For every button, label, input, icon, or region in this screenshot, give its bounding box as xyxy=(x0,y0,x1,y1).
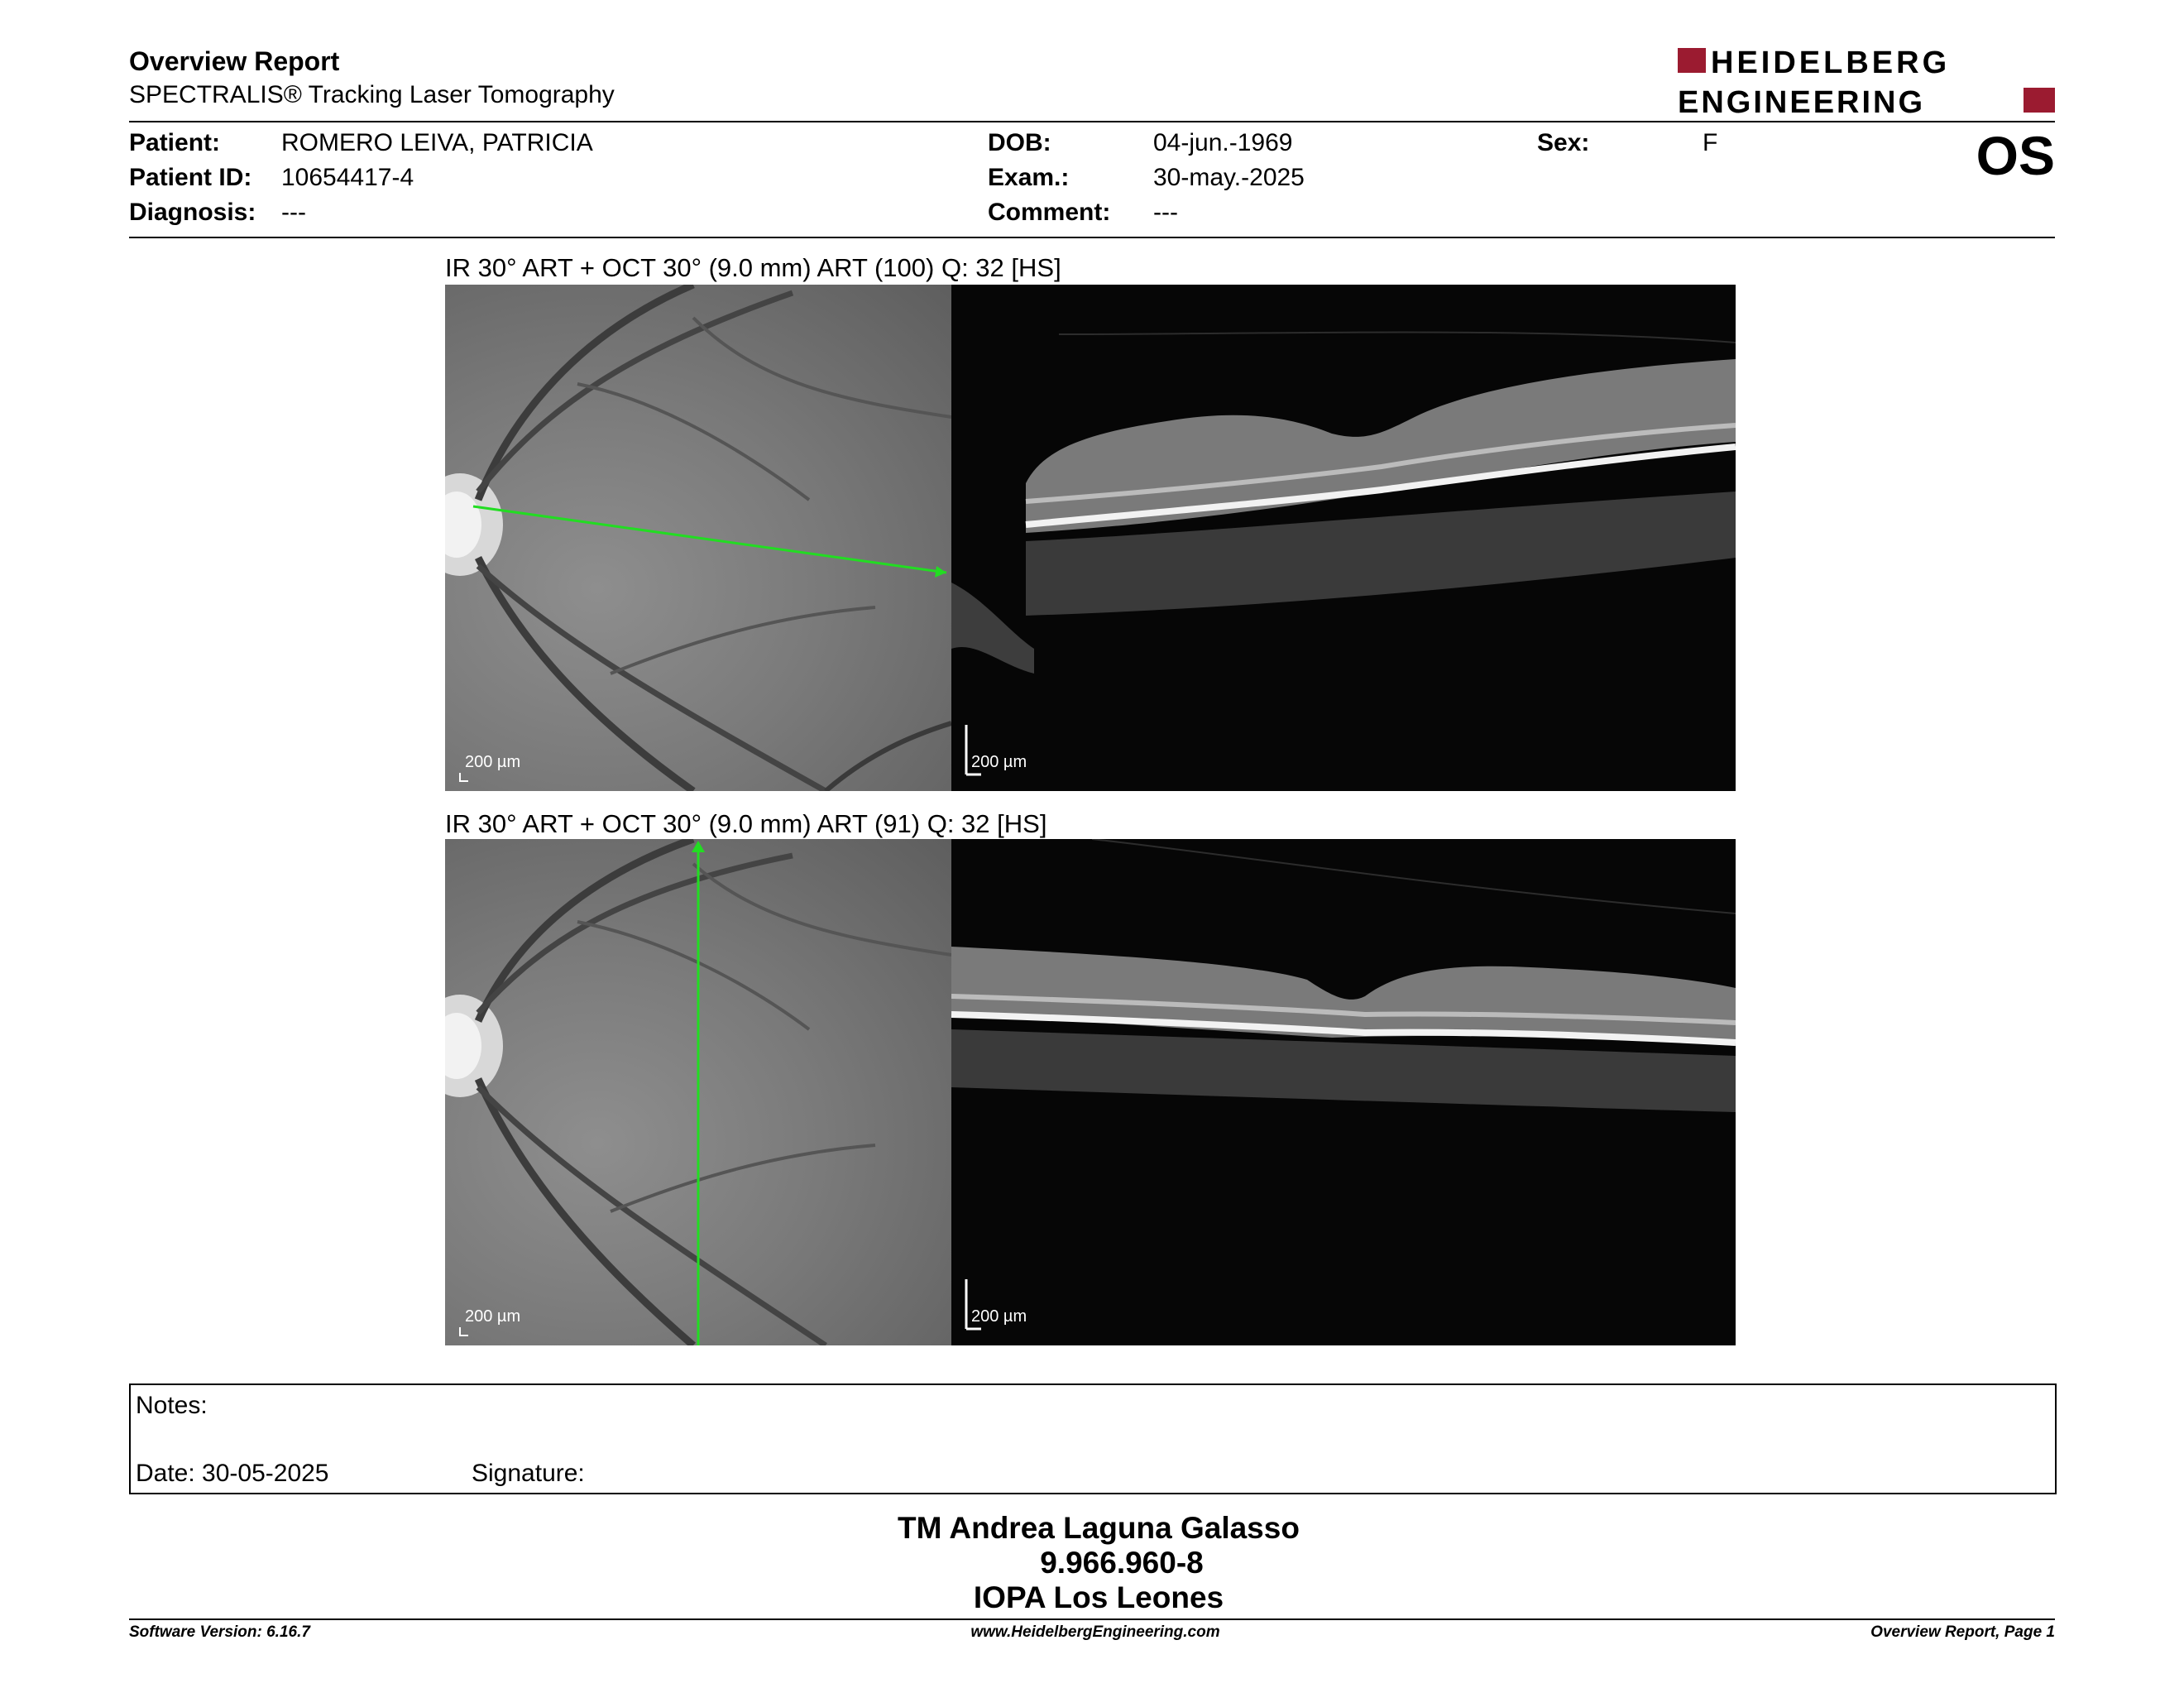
scan-2-bscan-scale-label: 200 µm xyxy=(971,1307,1027,1326)
exam-label: Exam.: xyxy=(988,164,1070,191)
report-title: Overview Report xyxy=(129,46,340,76)
diagnosis-value: --- xyxy=(281,199,306,226)
patient-label: Patient: xyxy=(129,129,221,156)
notes-date: Date: 30-05-2025 xyxy=(136,1460,329,1487)
software-version: Software Version: 6.16.7 xyxy=(129,1623,310,1641)
scan-1-fundus-image[interactable] xyxy=(445,285,951,791)
eye-indicator: OS xyxy=(1976,125,2055,186)
page-number: Overview Report, Page 1 xyxy=(1870,1623,2055,1641)
scan-1-oct-bscan[interactable] xyxy=(951,285,1736,791)
patient-id-label: Patient ID: xyxy=(129,164,252,191)
scan-2-label: IR 30° ART + OCT 30° (9.0 mm) ART (91) Q: 32 [HS] xyxy=(445,809,1047,838)
footer-url[interactable]: www.HeidelbergEngineering.com xyxy=(970,1623,1220,1641)
exam-date: 30-may.-2025 xyxy=(1153,164,1305,191)
logo-line1: HEIDELBERG xyxy=(1711,46,1951,80)
patient-name: ROMERO LEIVA, PATRICIA xyxy=(281,129,593,156)
signoff-rut: 9.966.960-8 xyxy=(1040,1546,1204,1580)
scan-1-label: IR 30° ART + OCT 30° (9.0 mm) ART (100) Q: 32 [HS] xyxy=(445,253,1061,282)
comment-label: Comment: xyxy=(988,199,1111,226)
scan-1-scan-line xyxy=(473,506,946,573)
scan-1-bscan-scale-label: 200 µm xyxy=(971,753,1027,771)
scan-1-fundus-vessels xyxy=(445,285,951,791)
scan-1-fundus-scale-label: 200 µm xyxy=(465,753,521,771)
header-rule xyxy=(129,121,2055,122)
notes-box[interactable] xyxy=(129,1383,2057,1494)
comment-value: --- xyxy=(1153,199,1178,226)
scan-2-oct-bscan[interactable] xyxy=(951,839,1736,1345)
scan-2-fundus-vessels xyxy=(445,839,951,1345)
report-subtitle: SPECTRALIS® Tracking Laser Tomography xyxy=(129,81,615,108)
signoff-institution: IOPA Los Leones xyxy=(973,1580,1224,1614)
scan-2-retina-layers xyxy=(951,839,1736,1345)
dob-label: DOB: xyxy=(988,129,1051,156)
patient-id: 10654417-4 xyxy=(281,164,414,191)
scan-1-retina-layers xyxy=(951,285,1736,791)
logo-line2: ENGINEERING xyxy=(1678,85,1926,117)
patient-info-rule xyxy=(129,237,2055,238)
dob-value: 04-jun.-1969 xyxy=(1153,129,1293,156)
diagnosis-label: Diagnosis: xyxy=(129,199,256,226)
sex-label: Sex: xyxy=(1537,129,1590,156)
notes-label: Notes: xyxy=(136,1392,208,1419)
scan-2-fundus-scale-label: 200 µm xyxy=(465,1307,521,1326)
footer-rule xyxy=(129,1618,2055,1620)
signoff-name: TM Andrea Laguna Galasso xyxy=(898,1511,1300,1545)
scan-2-fundus-image[interactable] xyxy=(445,839,951,1345)
heidelberg-logo xyxy=(1678,43,2055,117)
sex-value: F xyxy=(1703,129,1718,156)
signature-label: Signature: xyxy=(472,1460,585,1487)
